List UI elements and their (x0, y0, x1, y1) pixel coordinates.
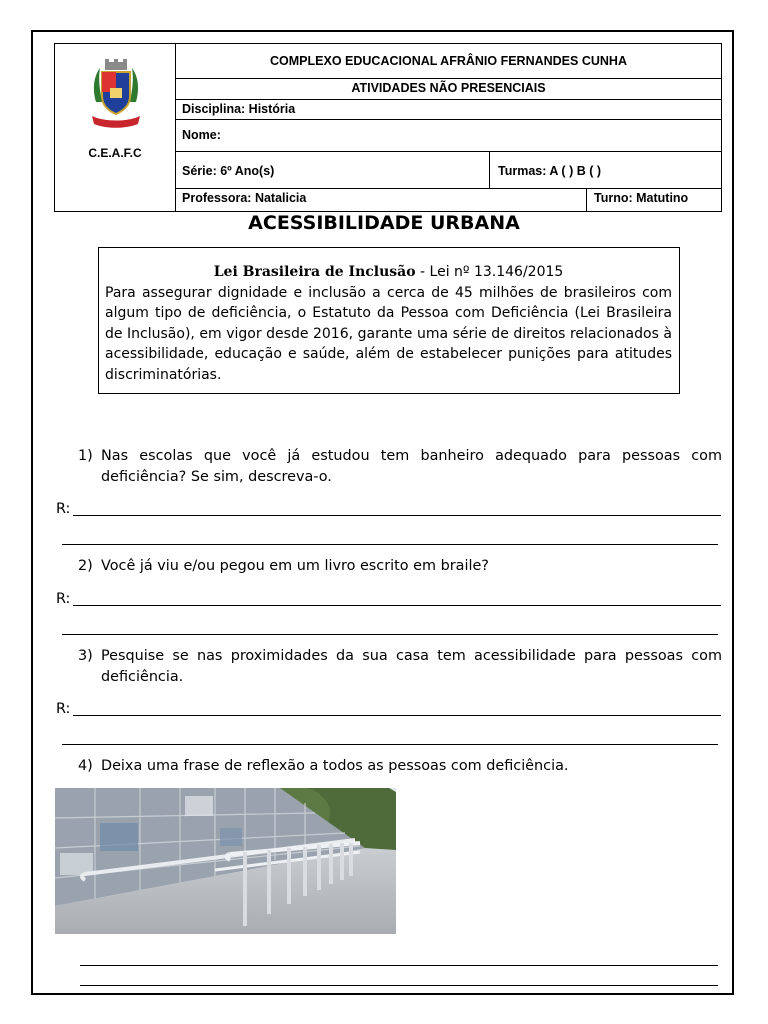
grade: Série: 6º Ano(s) (182, 164, 275, 178)
answer-line[interactable] (73, 605, 721, 606)
answer-line[interactable] (80, 965, 718, 966)
coat-of-arms-icon (90, 58, 142, 134)
grade-row (176, 152, 721, 189)
answer-line[interactable] (62, 634, 718, 635)
name-row[interactable] (176, 120, 721, 152)
question-2 (78, 556, 722, 577)
question-number: 4) (78, 758, 93, 774)
teacher-divider (586, 189, 587, 211)
activity-row (176, 79, 721, 100)
teacher: Professora: Natalicia (182, 191, 307, 205)
ramp-photo-icon (55, 788, 396, 934)
answer-label-3: R: (56, 701, 71, 717)
shift: Turno: Matutino (594, 191, 689, 205)
answer-label-1: R: (56, 501, 71, 517)
answer-label-2: R: (56, 591, 71, 607)
question-number: 3) (78, 648, 93, 664)
law-name: Lei Brasileira de Inclusão (213, 264, 416, 280)
grade-divider (489, 152, 490, 189)
page-title: ACESSIBILIDADE URBANA (248, 212, 520, 234)
question-text: Pesquise se nas proximidades da sua casa tem acessibilidade para pessoas com deficiência. (101, 648, 722, 685)
answer-line[interactable] (80, 985, 718, 986)
classes: Turmas: A ( ) B ( ) (498, 164, 602, 178)
subject-row (176, 100, 721, 120)
logo-cell (55, 44, 176, 211)
subject: Disciplina: História (182, 102, 296, 116)
teacher-row (176, 189, 721, 211)
question-text: Deixa uma frase de reflexão a todos as pessoas com deficiência. (101, 758, 569, 774)
school-name-row (176, 44, 721, 79)
activity-type: ATIVIDADES NÃO PRESENCIAIS (351, 81, 546, 95)
school-name: COMPLEXO EDUCACIONAL AFRÂNIO FERNANDES CUNHA (270, 54, 627, 68)
answer-line[interactable] (62, 744, 718, 745)
question-3 (78, 646, 722, 688)
answer-line[interactable] (73, 515, 721, 516)
question-text: Você já viu e/ou pegou em um livro escrito em braile? (101, 558, 489, 574)
question-4 (78, 756, 722, 777)
question-number: 1) (78, 448, 93, 464)
answer-line[interactable] (73, 715, 721, 716)
header-table (54, 43, 722, 212)
answer-line[interactable] (62, 544, 718, 545)
law-heading (105, 262, 672, 283)
law-number: - Lei nº 13.146/2015 (415, 264, 564, 280)
question-text: Nas escolas que você já estudou tem banheiro adequado para pessoas com deficiência? Se sim, descreva-o. (101, 448, 722, 485)
school-abbreviation: C.E.A.F.C (88, 146, 142, 160)
law-text: Para assegurar dignidade e inclusão a cerca de 45 milhões de brasileiros com algum tipo de deficiência, o Estatuto da Pessoa com Deficiência (Lei Brasileira de Inclusão), em vigor desde 2016, garante uma série de direitos relacionados à acessibilidade, educação e saúde, além de estabelecer punições para atitudes discriminatórias. (105, 284, 672, 383)
question-1 (78, 446, 722, 488)
question-number: 2) (78, 558, 93, 574)
ramp-handrail-photo (55, 788, 396, 934)
law-box (98, 247, 680, 394)
name-label: Nome: (182, 128, 221, 142)
